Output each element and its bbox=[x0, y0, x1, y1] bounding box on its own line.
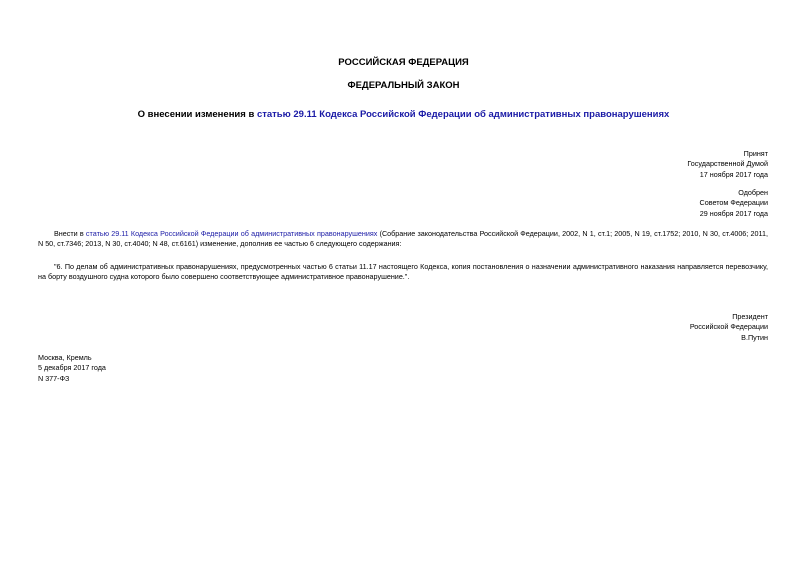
p1-prefix: Внести в bbox=[54, 229, 86, 238]
signature-title: Президент bbox=[732, 312, 768, 321]
signature-country: Российской Федерации bbox=[689, 322, 768, 332]
adopted-label: Принят bbox=[743, 149, 768, 158]
adopted-block bbox=[687, 149, 768, 180]
approved-date: 29 ноября 2017 года bbox=[699, 208, 768, 218]
approved-body: Советом Федерации bbox=[699, 198, 768, 208]
p2-text: "6. По делам об административных правонарушениях, предусмотренных частью 6 статьи 11.17 настоящего Кодекса, копия постановления о назначении административного наказания направляется перевозчику, на борту воздушного судна которого было совершено соответствующее административное правонарушение.". bbox=[38, 262, 768, 282]
body-paragraph-2 bbox=[38, 262, 768, 283]
p1-article-link[interactable]: статью 29.11 Кодекса Российской Федерации об административных правонарушениях bbox=[85, 229, 378, 238]
law-title-link[interactable]: статью 29.11 Кодекса Российской Федерации об административных правонарушениях bbox=[256, 109, 670, 120]
law-title-prefix: О внесении изменения в bbox=[137, 109, 257, 120]
footer-date: 5 декабря 2017 года bbox=[38, 363, 106, 373]
law-title bbox=[0, 109, 807, 121]
approved-block bbox=[700, 188, 768, 219]
footer-block bbox=[38, 353, 106, 384]
p1-suffix: (Собрание законодательства Российской Федерации, 2002, N 1, ст.1; 2005, N 19, ст.1752; 2010, N 30, ст.4006; 2011, N 50, ст.7346; 2013, N 30, ст.4040; N 48, ст.6161) изменение, дополнив ее частью 6 следующего содержания: bbox=[38, 229, 768, 249]
body-paragraph-1 bbox=[38, 229, 768, 250]
adopted-body: Государственной Думой bbox=[687, 159, 768, 169]
adopted-date: 17 ноября 2017 года bbox=[699, 169, 768, 179]
approved-label: Одобрен bbox=[738, 188, 768, 197]
doc-type-heading: ФЕДЕРАЛЬНЫЙ ЗАКОН bbox=[347, 80, 460, 91]
signature-block bbox=[690, 312, 768, 343]
footer-place: Москва, Кремль bbox=[38, 353, 92, 362]
country-heading: РОССИЙСКАЯ ФЕДЕРАЦИЯ bbox=[338, 57, 469, 68]
footer-number: N 377-ФЗ bbox=[38, 373, 70, 383]
signature-name: В.Путин bbox=[741, 332, 768, 342]
